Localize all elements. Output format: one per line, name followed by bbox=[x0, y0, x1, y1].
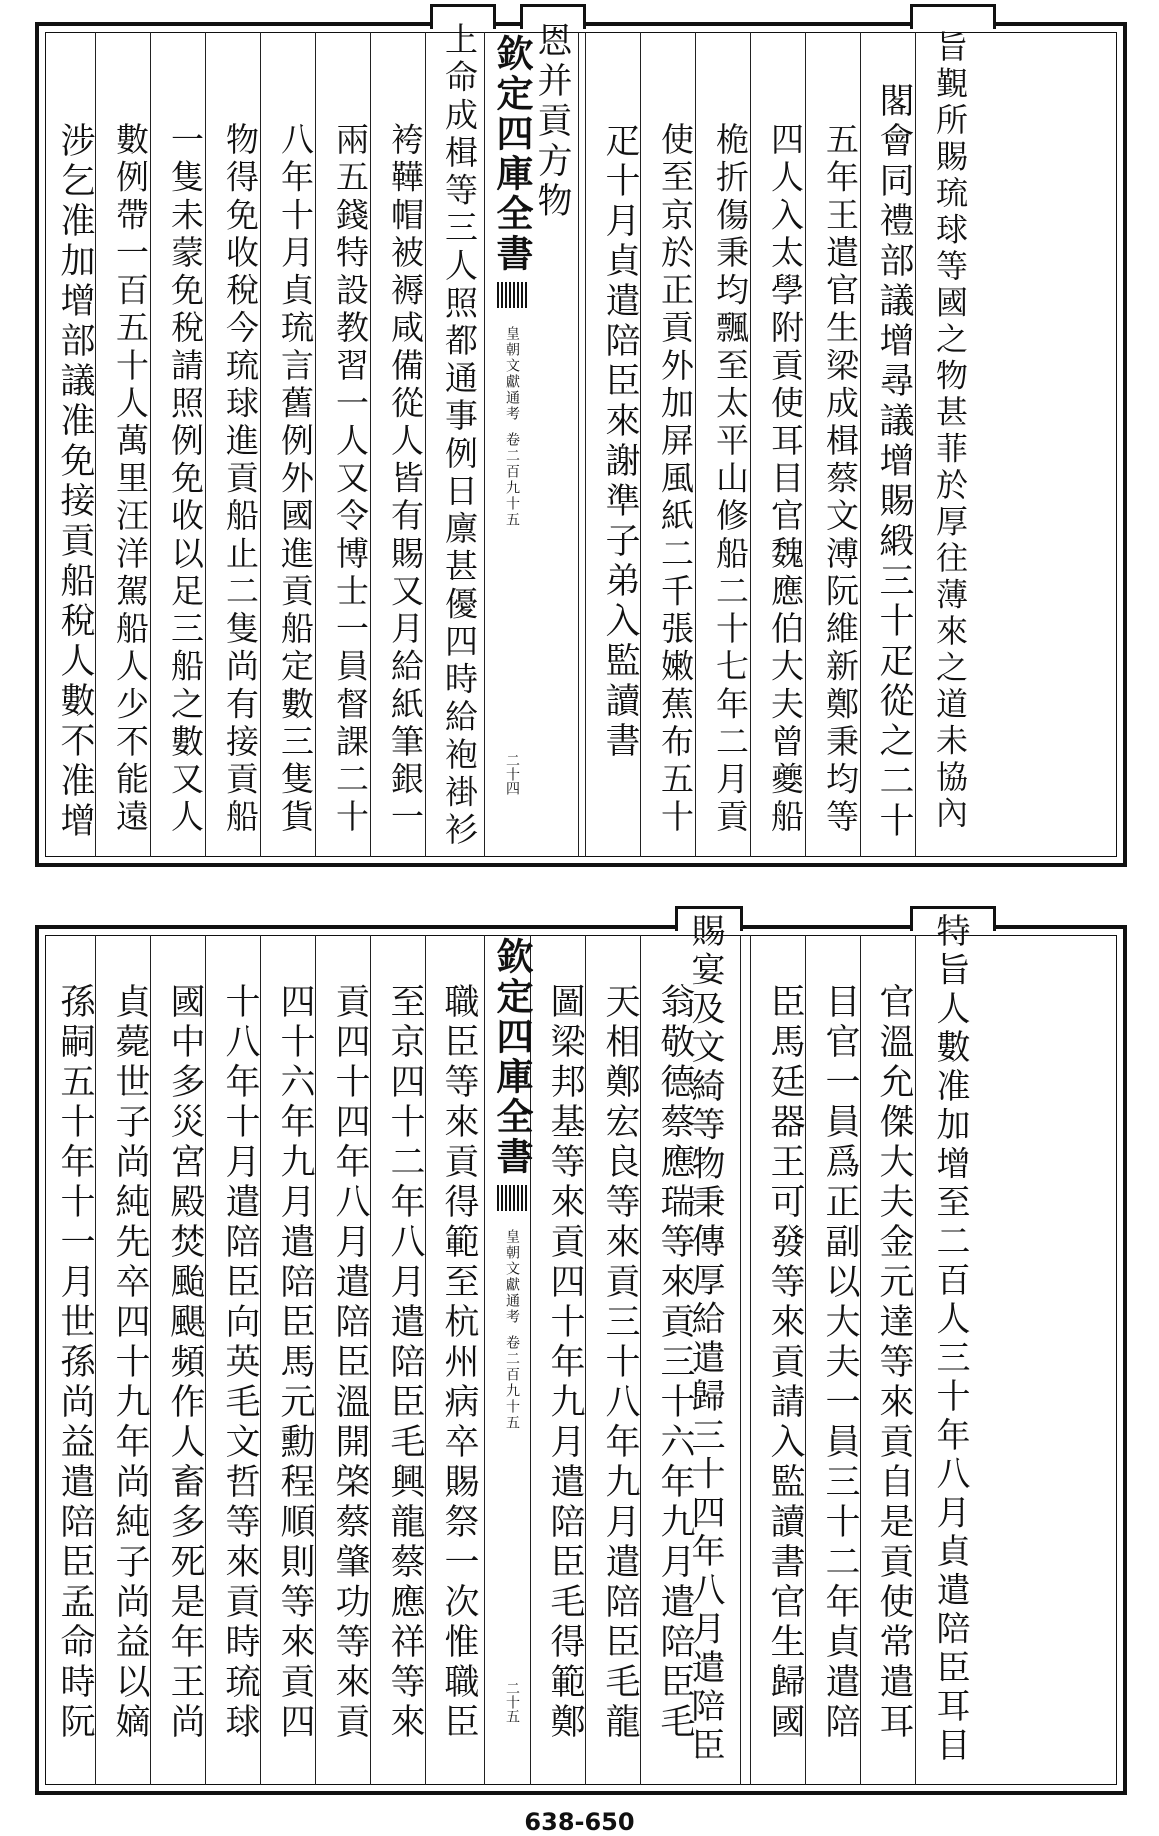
fish-tail-mark-icon bbox=[497, 282, 527, 308]
text-column: 臣馬廷器王可發等來貢請入監讀書官生歸國 bbox=[765, 983, 805, 1743]
volume-label: 卷二百九十五 bbox=[504, 432, 520, 528]
text-column: 官溫允傑大夫金元達等來貢自是貢使常遣耳 bbox=[874, 983, 914, 1743]
center-margin-column bbox=[487, 34, 537, 855]
text-column: 桅折傷秉均飄至太平山修船二十七年二月貢 bbox=[711, 122, 750, 837]
text-column: 翁敬德蔡應瑞等來貢三十六年九月遣陪臣毛 bbox=[655, 983, 695, 1743]
text-column: 使至京於正貢外加屏風紙二千張嫩蕉布五十 bbox=[656, 122, 695, 837]
folio-number: 二十四 bbox=[504, 753, 520, 795]
text-column: 貞薨世子尚純先卒四十九年尚純子尚益以嫡 bbox=[110, 983, 150, 1743]
page-footer-number: 638-650 bbox=[524, 1808, 635, 1836]
text-column: 物得免收稅今琉球進貢船止二隻尚有接貢船 bbox=[221, 122, 260, 837]
fish-tail-mark-icon bbox=[497, 1185, 527, 1211]
source-title: 皇朝文獻通考 bbox=[504, 326, 520, 422]
top-tab-right bbox=[910, 4, 996, 29]
column-rule bbox=[484, 32, 485, 857]
text-column: 疋十月貞遣陪臣來謝準子弟入監讀書 bbox=[600, 122, 640, 762]
text-column: 目官一員爲正副以大夫一員三十二年貞遣陪 bbox=[820, 983, 860, 1743]
text-column: 袴鞾帽被褥咸備從人皆有賜又月給紙筆銀一 bbox=[386, 122, 425, 837]
text-column: 恩并貢方物 bbox=[532, 22, 572, 222]
text-column: 閣會同禮部議增尋議增賜緞三十疋從之二十 bbox=[874, 82, 914, 842]
book-title: 欽定四庫全書 bbox=[490, 937, 534, 1177]
text-column: 四人入太學附貢使耳目官魏應伯大夫曾夔船 bbox=[766, 122, 805, 837]
text-column: 特旨人數准加增至二百人三十年八月貞遣陪臣耳目 bbox=[930, 913, 970, 1766]
text-column: 兩五錢特設教習一人又令博士一員督課二十 bbox=[331, 122, 370, 837]
column-rule bbox=[578, 32, 579, 857]
column-rule bbox=[484, 935, 485, 1785]
text-column: 孫嗣五十年十一月世孫尚益遣陪臣孟命時阮 bbox=[55, 983, 95, 1743]
column-rule bbox=[750, 935, 751, 1785]
book-title: 欽定四庫全書 bbox=[490, 34, 534, 274]
text-column: 賜宴及文綺等物秉傳厚給遣歸三十四年八月遣陪臣 bbox=[685, 913, 725, 1766]
column-rule bbox=[585, 32, 586, 857]
source-title: 皇朝文獻通考 bbox=[504, 1229, 520, 1325]
text-column: 天相鄭宏良等來貢三十八年九月遣陪臣毛龍 bbox=[600, 983, 640, 1743]
folio-number: 二十五 bbox=[504, 1681, 520, 1723]
text-column: 四十六年九月遣陪臣馬元勳程順則等來貢四 bbox=[275, 983, 315, 1743]
text-column: 貢四十四年八月遣陪臣溫開棨蔡肇功等來貢 bbox=[330, 983, 370, 1743]
text-column: 至京四十二年八月遣陪臣毛興龍蔡應祥等來 bbox=[385, 983, 425, 1743]
text-column: 上命成楫等三人照都通事例日廪甚優四時給袍褂衫 bbox=[440, 22, 479, 850]
text-column: 八年十月貞琉言舊例外國進貢船定數三隻貨 bbox=[276, 122, 315, 837]
column-rule bbox=[740, 935, 741, 1785]
text-column: 五年王遣官生梁成楫蔡文溥阮維新鄭秉均等 bbox=[821, 122, 860, 837]
text-column: 涉乞准加增部議准免接貢船稅人數不准增 bbox=[55, 122, 95, 842]
volume-label: 卷二百九十五 bbox=[504, 1335, 520, 1431]
text-column: 十八年十月遣陪臣向英毛文哲等來貢時琉球 bbox=[220, 983, 260, 1743]
text-column: 一隻未蒙免稅請照例免收以足三船之數又人 bbox=[166, 122, 205, 837]
text-column: 國中多災宮殿焚颱颶頻作人畜多死是年王尚 bbox=[165, 983, 205, 1743]
text-column: 旨覲所賜琉球等國之物甚菲於厚往薄來之道未協內 bbox=[931, 30, 969, 833]
center-margin-column bbox=[487, 937, 537, 1783]
text-column: 圖梁邦基等來貢四十年九月遣陪臣毛得範鄭 bbox=[545, 983, 585, 1743]
text-column: 數例帶一百五十人萬里汪洋駕船人少不能遠 bbox=[111, 122, 150, 837]
text-column: 職臣等來貢得範至杭州病卒賜祭一次惟職臣 bbox=[439, 983, 479, 1743]
